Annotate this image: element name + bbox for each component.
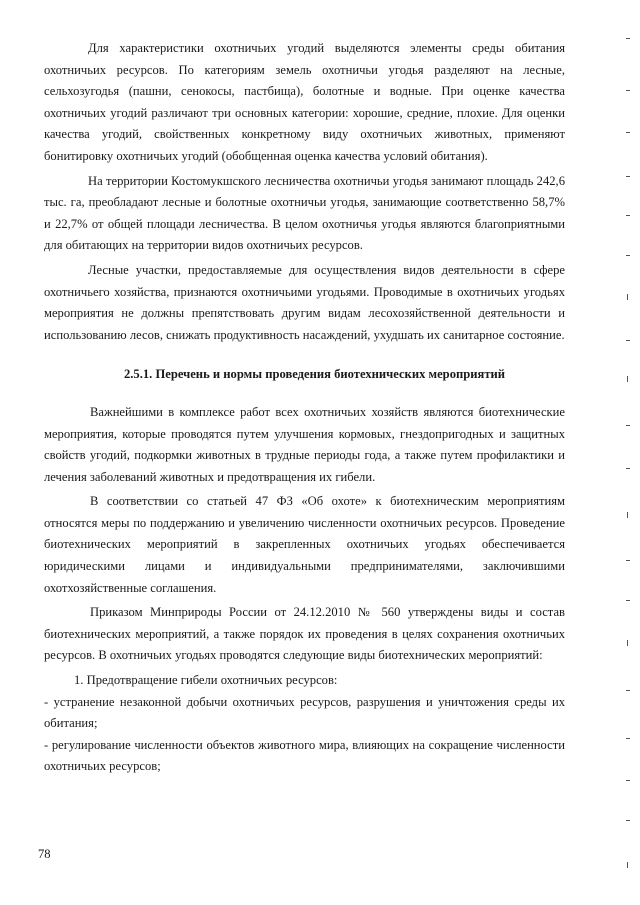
margin-mark bbox=[626, 468, 630, 469]
margin-mark bbox=[627, 862, 628, 868]
margin-mark bbox=[626, 738, 630, 739]
margin-mark bbox=[626, 425, 630, 426]
margin-mark bbox=[626, 780, 630, 781]
scan-margin-marks bbox=[620, 0, 640, 905]
margin-mark bbox=[627, 512, 628, 518]
margin-mark bbox=[626, 690, 630, 691]
paragraph-kostomuksha: На территории Костомукшского лесничества охотничьи угодья занимают площадь 242,6 тыс. га, преобладают лесные и болотные охотничьи угодья, занимающие соответственно 58,7% и 22,7% от общей площади лесничества. В целом охотничья угодья являются благоприятными для обитающих на территории видов охотничьих ресурсов. bbox=[44, 173, 565, 253]
bullet-item: - регулирование численности объектов животного мира, влияющих на сокращение численности охотничьих ресурсов; bbox=[44, 737, 565, 774]
list-item: 1. Предотвращение гибели охотничьих ресурсов: bbox=[74, 673, 338, 688]
margin-mark bbox=[626, 255, 630, 256]
paragraph-biotech-importance: Важнейшими в комплексе работ всех охотничьих хозяйств являются биотехнические мероприятия, которые проводятся путем улучшения кормовых, гнездопригодных и защитных свойств угодий, подкормки животных в трудные периоды года, а также путем профилактики и лечения заболеваний животных и предотвращения их гибели. bbox=[44, 404, 565, 484]
margin-mark bbox=[626, 600, 630, 601]
margin-mark bbox=[627, 640, 628, 646]
section-heading: 2.5.1. Перечень и нормы проведения биотехнических мероприятий bbox=[123, 367, 506, 382]
margin-mark bbox=[626, 90, 630, 91]
margin-mark bbox=[627, 376, 628, 382]
margin-mark bbox=[626, 560, 630, 561]
paragraph-order-560: Приказом Минприроды России от 24.12.2010 № 560 утверждены виды и состав биотехнических мероприятий, а также порядок их проведения в целях сохранения охотничьих ресурсов. В охотничьих угодьях проводятся следующие виды биотехнических мероприятий: bbox=[44, 605, 565, 663]
page-number: 78 bbox=[38, 847, 51, 861]
body-text bbox=[44, 38, 565, 778]
margin-mark bbox=[626, 215, 630, 216]
paragraph-habitat: Для характеристики охотничьих угодий выделяются элементы среды обитания охотничьих ресурсов. По категориям земель охотничьи угодья разделяют на лесные, сельхозугодья (пашни, сенокосы, пастбища), болотные и водные. При оценке качества охотничьих угодий различают три основных категории: хорошие, средние, плохие. Для оценки качества угодий, свойственных конкретному виду охотничьих животных, применяют бонитировку охотничьих угодий (обобщенная оценка качества условий обитания). bbox=[44, 41, 565, 163]
paragraph-article-47: В соответствии со статьей 47 ФЗ «Об охоте» к биотехническим мероприятиям относятся меры по поддержанию и увеличению численности охотничьих ресурсов. Проведение биотехнических мероприятий в закрепленных охотничьих угодьях обеспечивается юридическими лицами и индивидуальными предпринимателями, заключившими охотхозяйственные соглашения. bbox=[44, 494, 565, 595]
paragraph-forest-plots: Лесные участки, предоставляемые для осуществления видов деятельности в сфере охотничьего хозяйства, признаются охотничьими угодьями. Проводимые в охотничьих угодьях мероприятия не должны препятствовать другим видам лесохозяйственной деятельности и использованию лесов, снижать продуктивность насаждений, ухудшать их санитарное состояние. bbox=[44, 262, 565, 342]
margin-mark bbox=[626, 38, 630, 39]
margin-mark bbox=[626, 132, 630, 133]
margin-mark bbox=[627, 294, 628, 300]
bullet-item: - устранение незаконной добычи охотничьих ресурсов, разрушения и уничтожения среды их обитания; bbox=[44, 694, 565, 731]
margin-mark bbox=[626, 340, 630, 341]
margin-mark bbox=[626, 176, 630, 177]
margin-mark bbox=[626, 820, 630, 821]
